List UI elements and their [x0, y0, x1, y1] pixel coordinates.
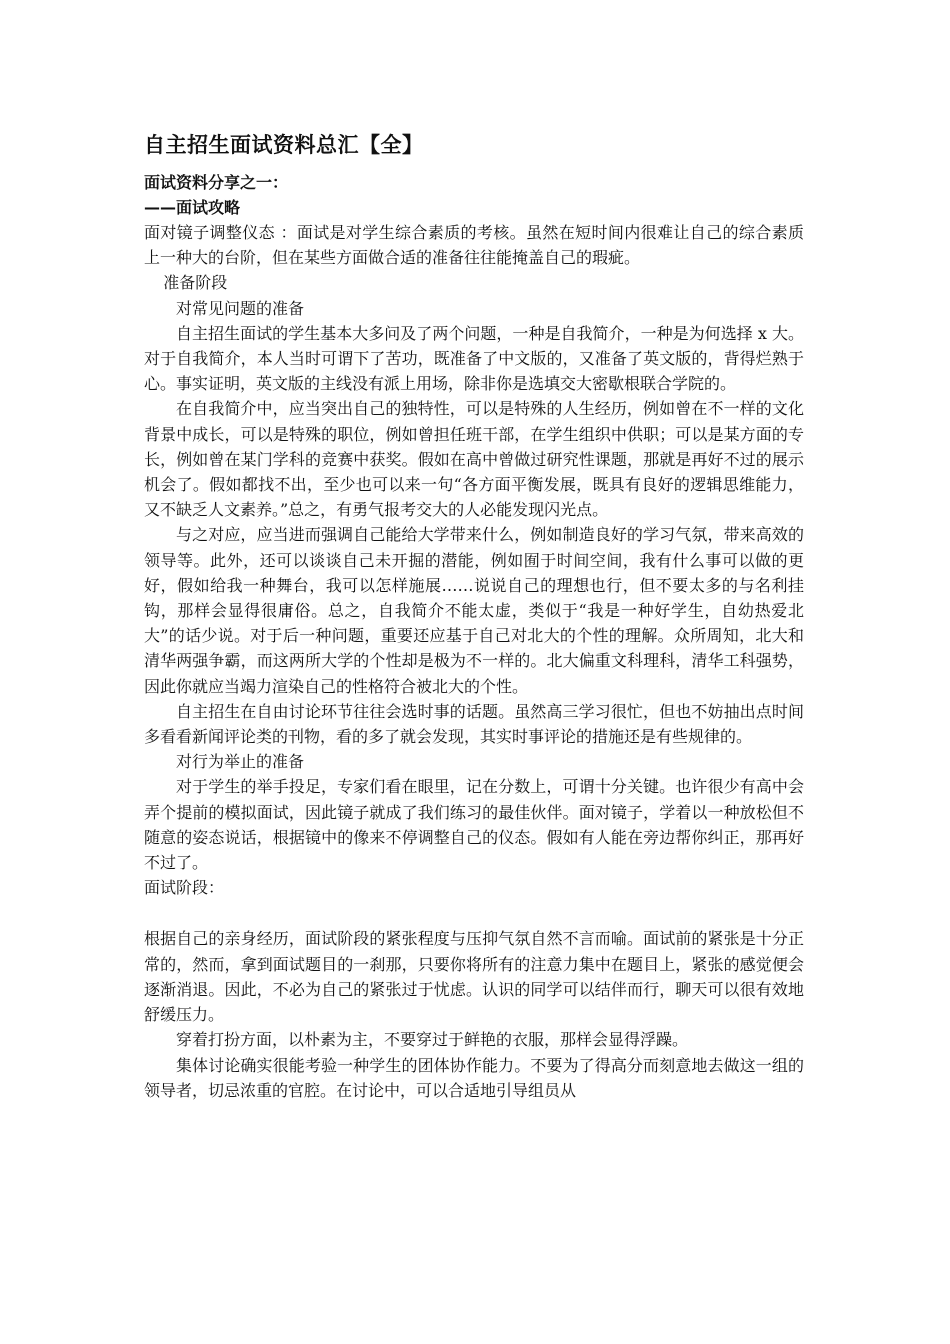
paragraph: 根据自己的亲身经历，面试阶段的紧张程度与压抑气氛自然不言而喻。面试前的紧张是十分正常的，然而，拿到面试题目的一刹那，只要你将所有的注意力集中在题目上，紧张的感觉便会逐渐消退。因此，不必为自己的紧张过于忧虑。认识的同学可以结伴而行，聊天可以很有效地舒缓压力。	[144, 929, 804, 1025]
blank-line	[144, 900, 804, 926]
section-subheading: ——面试攻略	[144, 198, 241, 217]
paragraph: 自主招生面试的学生基本大多问及了两个问题，一种是自我简介，一种是为何选择 x 大。对于自我简介，本人当时可谓下了苦功，既准备了中文版的，又准备了英文版的，背得烂熟于心。事实证明，英文版的主线没有派上用场，除非你是选填交大密歇根联合学院的。	[144, 323, 804, 394]
paragraph-heading: 对行为举止的准备	[176, 752, 305, 772]
paragraph-heading: 准备阶段	[163, 273, 228, 293]
paragraph-heading: 对常见问题的准备	[176, 298, 305, 318]
paragraph: 在自我简介中，应当突出自己的独特性，可以是特殊的人生经历，例如曾在不一样的文化背景中成长，可以是特殊的职位，例如曾担任班干部，在学生组织中供职；可以是某方面的专长，例如曾在某门学科的竞赛中获奖。假如在高中曾做过研究性课题，那就是再好不过的展示机会了。假如都找不出，至少也可以来一句“各方面平衡发展，既具有良好的逻辑思维能力，又不缺乏人文素养。”总之，有勇气报考交大的人必能发现闪光点。	[144, 399, 804, 520]
paragraph: 面对镜子调整仪态 ：面试是对学生综合素质的考核。虽然在短时间内很难让自己的综合素质上一种大的台阶，但在某些方面做合适的准备往往能掩盖自己的瑕疵。	[144, 223, 804, 268]
paragraph: 对于学生的举手投足，专家们看在眼里，记在分数上，可谓十分关键。也许很少有高中会弄个提前的模拟面试，因此镜子就成了我们练习的最佳伙伴。面对镜子，学着以一种放松但不随意的姿态说话，根据镜中的像来不停调整自己的仪态。假如有人能在旁边帮你纠正，那再好不过了。	[144, 777, 804, 873]
document-body	[144, 130, 804, 1103]
paragraph-heading: 面试阶段：	[144, 878, 225, 898]
paragraph: 集体讨论确实很能考验一种学生的团体协作能力。不要为了得高分而刻意地去做这一组的领导者，切忌浓重的官腔。在讨论中，可以合适地引导组员从	[144, 1055, 804, 1100]
paragraph: 穿着打扮方面，以朴素为主，不要穿过于鲜艳的衣服，那样会显得浮躁。	[176, 1030, 689, 1050]
section-heading: 面试资料分享之一：	[144, 173, 289, 192]
paragraph: 与之对应，应当进而强调自己能给大学带来什么，例如制造良好的学习气氛，带来高效的领导等。此外，还可以谈谈自己未开掘的潜能，例如囿于时间空间，我有什么事可以做的更好，假如给我一种舞台，我可以怎样施展……说说自己的理想也行，但不要太多的与名利挂钩，那样会显得很庸俗。总之，自我简介不能太虚，类似于“我是一种好学生，自幼热爱北大”的话少说。对于后一种问题，重要还应基于自己对北大的个性的理解。众所周知，北大和清华两强争霸，而这两所大学的个性却是极为不一样的。北大偏重文科理科，清华工科强势，因此你就应当竭力渲染自己的性格符合被北大的个性。	[144, 525, 804, 696]
document-title: 自主招生面试资料总汇【全】	[144, 133, 424, 157]
paragraph: 自主招生在自由讨论环节往往会选时事的话题。虽然高三学习很忙，但也不妨抽出点时间多看看新闻评论类的刊物，看的多了就会发现，其实时事评论的措施还是有些规律的。	[144, 701, 804, 747]
